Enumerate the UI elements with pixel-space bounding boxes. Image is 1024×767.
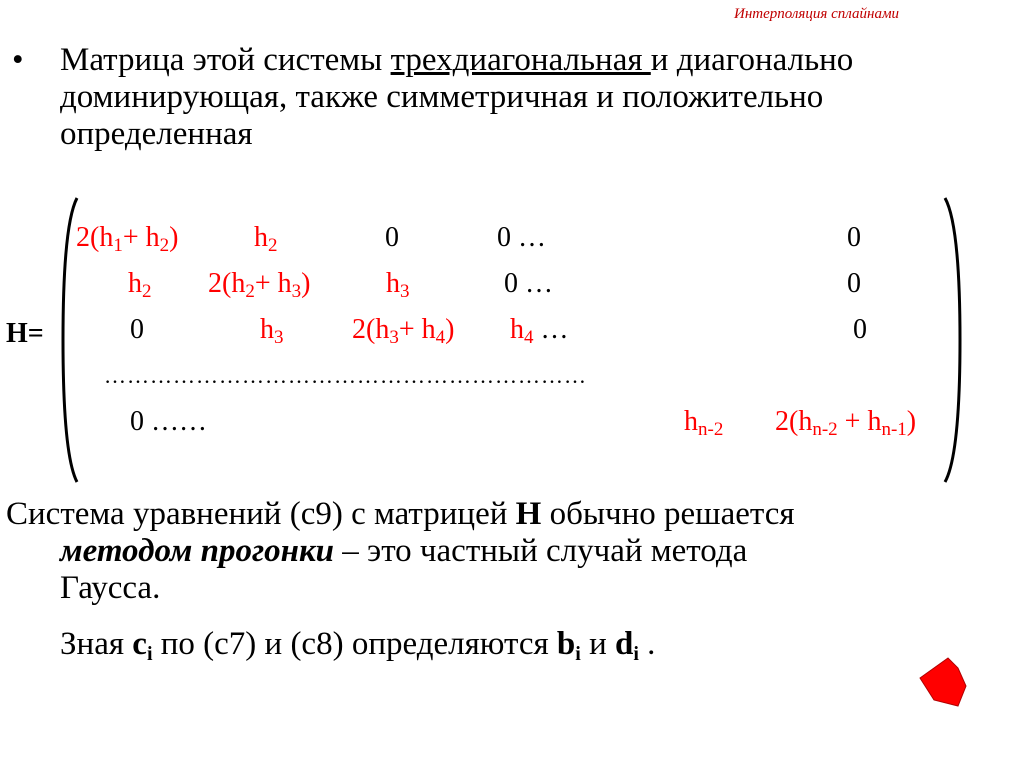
- matrix-r5-c3: $2(h_{n-2} + h_{n-1})$: [775, 406, 917, 440]
- matrix-r1-c3: 0: [385, 222, 399, 253]
- matrix-label: H=: [6, 318, 44, 349]
- matrix-r1-c2: $h_2$: [254, 222, 278, 256]
- matrix-r2-c5: 0: [847, 268, 861, 299]
- matrix-right-bracket: [942, 195, 964, 485]
- bullet-text: [60, 42, 990, 153]
- matrix-r3-c4: $h_4$ …: [510, 314, 569, 348]
- bullet-symbol: •: [12, 42, 24, 78]
- matrix-r4-ellipsis-row: ………………………………………………………: [104, 363, 587, 388]
- bullet-text-before: Матрица этой системы: [60, 42, 391, 78]
- matrix-r2-c2: $2(h_2+ h_3)$: [208, 268, 311, 302]
- paragraph1-line2: методом прогонки – это частный случай метода: [60, 533, 748, 569]
- matrix-r3-c5: 0: [853, 314, 867, 345]
- matrix-r3-c2: $h_3$: [260, 314, 284, 348]
- paragraph1-line1: Система уравнений (с9) с матрицей H обычно решается: [6, 496, 795, 532]
- matrix-r3-c1: 0: [130, 314, 144, 345]
- paragraph1-line3: Гаусса.: [60, 570, 161, 606]
- bullet-text-after: и диагонально доминирующая, также симметричная и положительно определенная: [60, 42, 854, 152]
- slide-header-title: Интерполяция сплайнами: [734, 6, 900, 22]
- matrix-r1-c5: 0: [847, 222, 861, 253]
- bullet-underlined-term: трехдиагональная: [390, 42, 651, 78]
- matrix-r5-c1: 0 ……: [130, 406, 207, 437]
- matrix-r5-c2: $h_{n-2}$: [684, 406, 724, 440]
- matrix-r1-c1: $2(h_1+ h_2)$: [76, 222, 179, 256]
- red-arrow-left-icon[interactable]: [918, 656, 968, 708]
- matrix-r1-c4: 0 …: [497, 222, 546, 253]
- matrix-r2-c1: $h_2$: [128, 268, 152, 302]
- matrix-r2-c3: $h_3$: [386, 268, 410, 302]
- paragraph2: Зная $c_i$ по (с7) и (с8) определяются $b_i$ и $d_i$ .: [60, 626, 656, 665]
- matrix-r3-c3: $2(h_3+ h_4)$: [352, 314, 455, 348]
- matrix-r2-c4: 0 …: [504, 268, 553, 299]
